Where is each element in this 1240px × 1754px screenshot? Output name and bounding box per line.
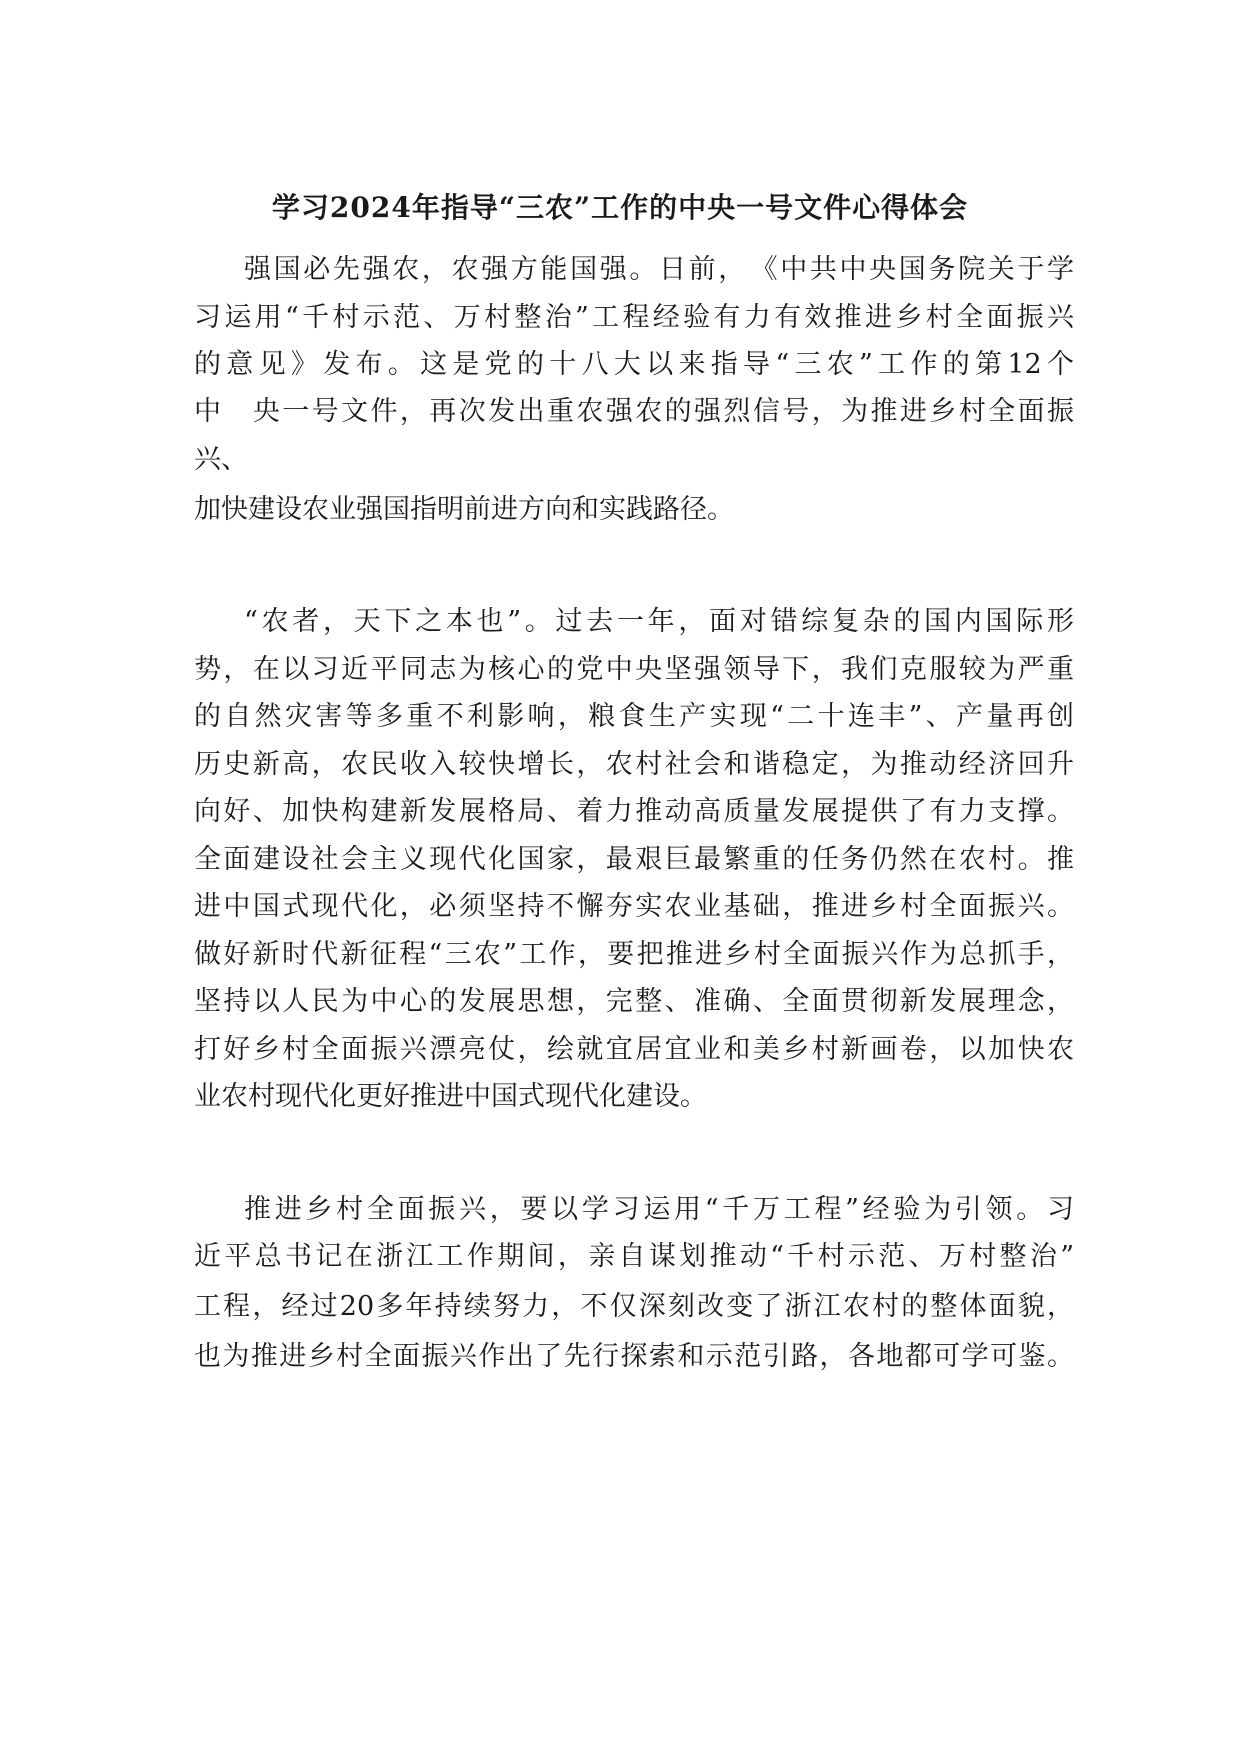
paragraph-2-line-4: 历史新高，农民收入较快增长，农村社会和谐稳定，为推动经济回升 xyxy=(194,749,1074,780)
paragraph-1-line-1: 强国必先强农，农强方能国强。日前， 《中共中央国务院关于学 xyxy=(244,254,1074,285)
paragraph-3-line-4: 也为推进乡村全面振兴作出了先行探索和示范引路，各地都可学可鉴。 xyxy=(194,1341,1074,1372)
paragraph-2-line-3: 的自然灾害等多重不利影响，粮食生产实现“二十连丰”、产量再创 xyxy=(194,701,1074,732)
paragraph-3-line-3: 工程，经过20多年持续努力，不仅深刻改变了浙江农村的整体面貌， xyxy=(194,1291,1074,1322)
paragraph-1-line-4: 中 央一号文件，再次发出重农强农的强烈信号，为推进乡村全面振 xyxy=(194,396,1074,427)
paragraph-1-line-2: 习运用“千村示范、万村整治”工程经验有力有效推进乡村全面振兴 xyxy=(194,302,1074,333)
document-title: 学习2024年指导“三农”工作的中央一号文件心得体会 xyxy=(271,191,969,224)
paragraph-2-line-1: “农者，天下之本也”。过去一年，面对错综复杂的国内国际形 xyxy=(244,606,1074,637)
paragraph-1-line-5: 兴、 xyxy=(194,444,248,475)
paragraph-3-line-2: 近平总书记在浙江工作期间，亲自谋划推动“千村示范、万村整治” xyxy=(194,1241,1074,1272)
paragraph-2-line-11: 业农村现代化更好推进中国式现代化建设。 xyxy=(194,1081,707,1112)
paragraph-1-line-3: 的意见》发布。这是党的十八大以来指导“三农”工作的第12个 xyxy=(194,349,1074,380)
paragraph-2-line-7: 进中国式现代化，必须坚持不懈夯实农业基础，推进乡村全面振兴。 xyxy=(194,891,1074,922)
paragraph-2-line-10: 打好乡村全面振兴漂亮仗，绘就宜居宜业和美乡村新画卷，以加快农 xyxy=(194,1034,1074,1065)
paragraph-2-line-2: 势，在以习近平同志为核心的党中央坚强领导下，我们克服较为严重 xyxy=(194,654,1074,685)
paragraph-2-line-8: 做好新时代新征程“三农”工作，要把推进乡村全面振兴作为总抓手， xyxy=(194,939,1074,970)
paragraph-2-line-9: 坚持以人民为中心的发展思想，完整、准确、全面贯彻新发展理念， xyxy=(194,986,1074,1017)
paragraph-2-line-6: 全面建设社会主义现代化国家，最艰巨最繁重的任务仍然在农村。推 xyxy=(194,844,1074,875)
paragraph-3-line-1: 推进乡村全面振兴，要以学习运用“千万工程”经验为引领。习 xyxy=(244,1194,1074,1225)
paragraph-1-line-6: 加快建设农业强国指明前进方向和实践路径。 xyxy=(194,494,734,525)
paragraph-2-line-5: 向好、加快构建新发展格局、着力推动高质量发展提供了有力支撑。 xyxy=(194,796,1074,827)
